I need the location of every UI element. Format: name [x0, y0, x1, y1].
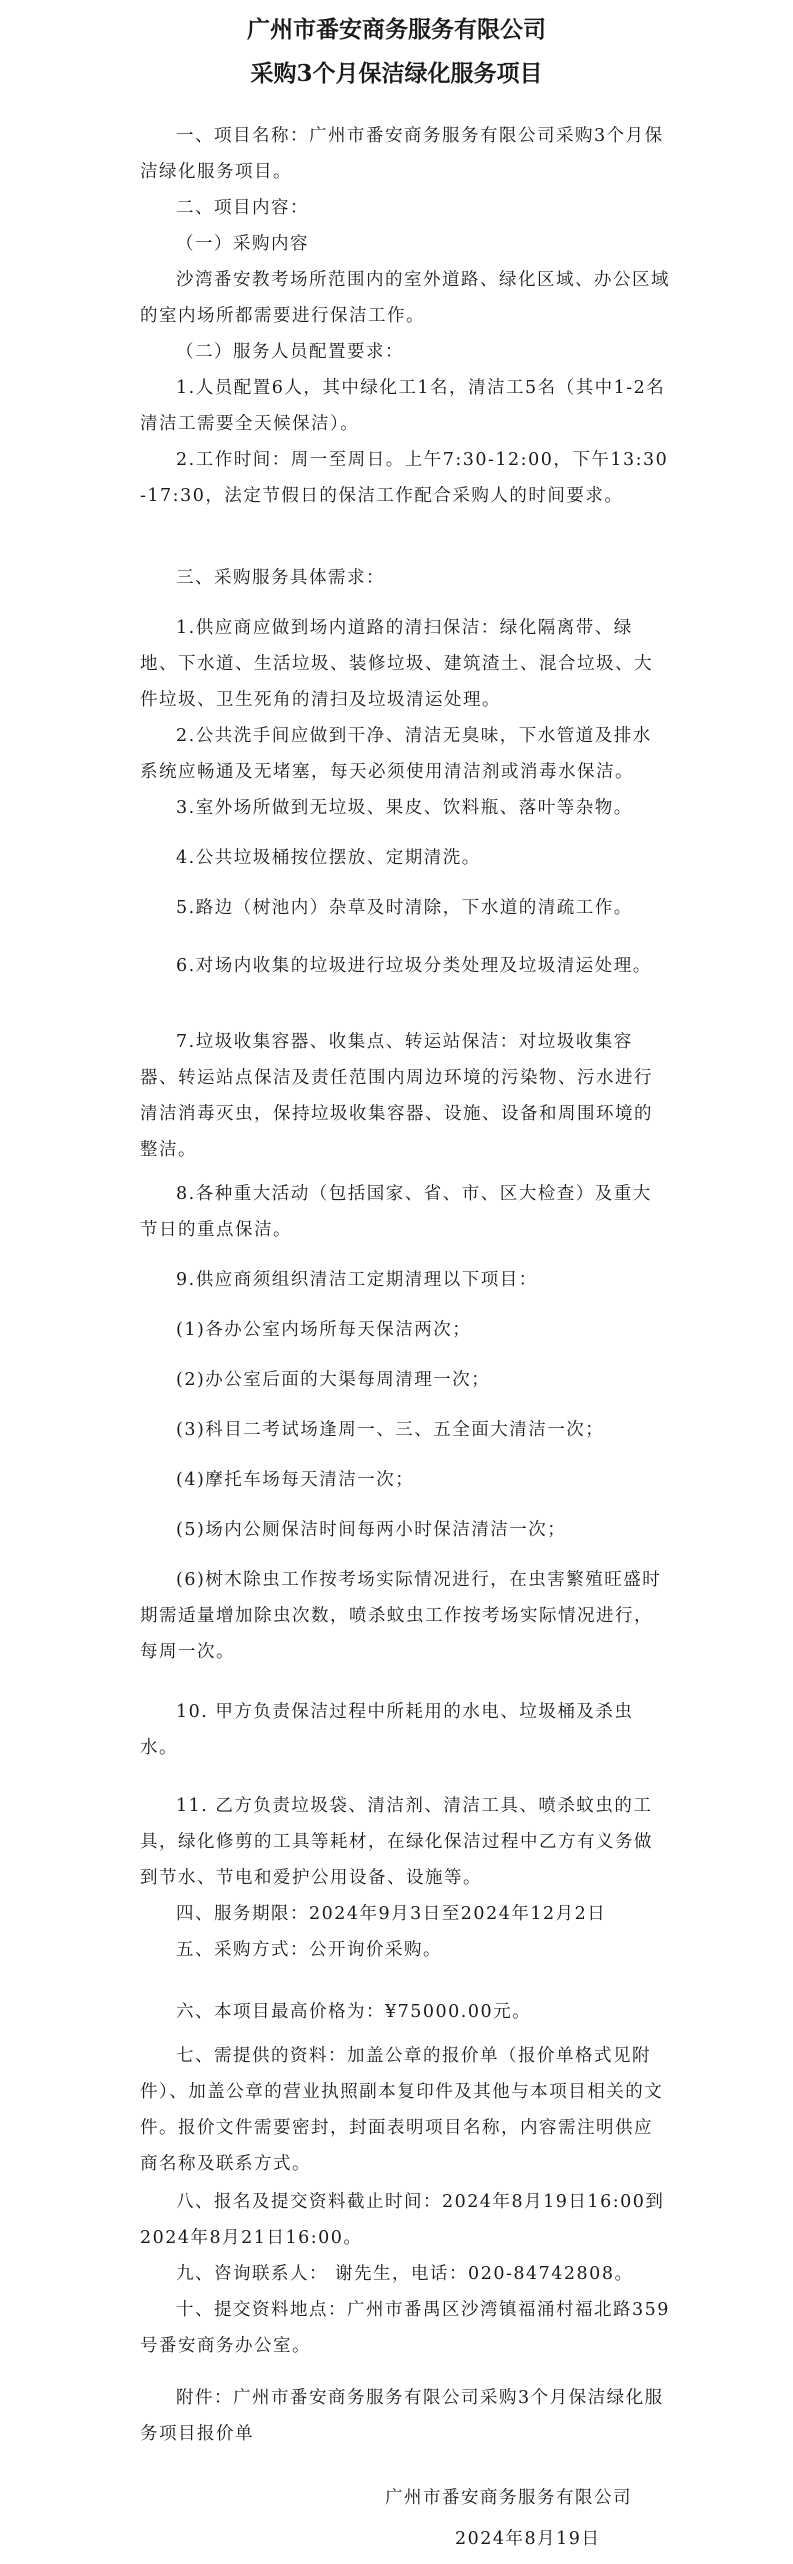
requirement-4: 4.公共垃圾桶按位摆放、定期清洗。 — [176, 848, 481, 868]
section-service-period: 四、服务期限：2024年9月3日至2024年12月2日 — [176, 1904, 607, 1924]
requirement-3: 3.室外场所做到无垃圾、果皮、饮料瓶、落叶等杂物。 — [176, 798, 633, 818]
requirement-9: 9.供应商须组织清洁工定期清理以下项目： — [176, 1270, 538, 1290]
requirement-8: 8.各种重大活动（包括国家、省、市、区大检查）及重大节日的重点保洁。 — [140, 1184, 652, 1240]
attachment-note: 附件：广州市番安商务服务有限公司采购3个月保洁绿化服务项目报价单 — [140, 2388, 664, 2444]
paragraph-scope: 沙湾番安教考场所范围内的室外道路、绿化区域、办公区域的室内场所都需要进行保洁工作。 — [140, 270, 670, 326]
requirement-7: 7.垃圾收集容器、收集点、转运站保洁：对垃圾收集容器、转运站点保洁及责任范围内周边环境的污染物、污水进行清洁消毒灭虫，保持垃圾收集容器、设施、设备和周围环境的整洁。 — [140, 1032, 653, 1160]
section-required-documents: 七、需提供的资料：加盖公章的报价单（报价单格式见附件）、加盖公章的营业执照副本复印件及其他与本项目相关的文件。报价文件需要密封，封面表明项目名称，内容需注明供应商名称及联系方式。 — [140, 2046, 664, 2174]
section-service-requirements-heading: 三、采购服务具体需求： — [176, 568, 385, 588]
requirement-5: 5.路边（树池内）杂草及时清除，下水道的清疏工作。 — [176, 898, 633, 918]
requirement-2: 2.公共洗手间应做到干净、清洁无臭味，下水管道及排水系统应畅通及无堵塞，每天必须使用清洁剂或消毒水保洁。 — [140, 726, 652, 782]
signature-date: 2024年8月19日 — [455, 2529, 601, 2549]
section-contact: 九、咨询联系人： 谢先生，电话：020-84742808。 — [176, 2264, 634, 2284]
section-project-name: 一、项目名称：广州市番安商务服务有限公司采购3个月保洁绿化服务项目。 — [140, 126, 664, 182]
requirement-9-item-6: (6)树木除虫工作按考场实际情况进行，在虫害繁殖旺盛时期需适量增加除虫次数，喷杀蚊虫工作按考场实际情况进行，每周一次。 — [140, 1570, 662, 1662]
requirement-11: 11. 乙方负责垃圾袋、清洁剂、清洁工具、喷杀蚊虫的工具，绿化修剪的工具等耗材，在绿化保洁过程中乙方有义务做到节水、节电和爱护公用设备、设施等。 — [140, 1796, 653, 1888]
section-deadline: 八、报名及提交资料截止时间：2024年8月19日16:00到2024年8月21日16:00。 — [140, 2192, 665, 2248]
section-max-price: 六、本项目最高价格为：¥75000.00元。 — [176, 2002, 532, 2022]
requirement-10: 10. 甲方负责保洁过程中所耗用的水电、垃圾桶及杀虫水。 — [140, 1702, 634, 1758]
subsection-procurement-content: （一）采购内容 — [176, 234, 309, 254]
paragraph-staffing: 1.人员配置6人，其中绿化工1名，清洁工5名（其中1-2名清洁工需要全天候保洁）。 — [140, 378, 666, 434]
requirement-9-item-1: (1)各办公室内场所每天保洁两次； — [176, 1320, 472, 1340]
requirement-9-item-4: (4)摩托车场每天清洁一次； — [176, 1470, 415, 1490]
section-submission-address: 十、提交资料地点：广州市番禺区沙湾镇福涌村福北路359号番安商务办公室。 — [140, 2300, 670, 2356]
section-project-content-heading: 二、项目内容： — [176, 198, 309, 218]
section-procurement-method: 五、采购方式：公开询价采购。 — [176, 1940, 442, 1960]
requirement-9-item-5: (5)场内公厕保洁时间每两小时保洁清洁一次； — [176, 1520, 567, 1540]
paragraph-work-hours: 2.工作时间：周一至周日。上午7:30-12:00，下午13:30-17:30，法定节假日的保洁工作配合采购人的时间要求。 — [140, 450, 669, 506]
requirement-6: 6.对场内收集的垃圾进行垃圾分类处理及垃圾清运处理。 — [176, 956, 652, 976]
document-title-line1: 广州市番安商务服务有限公司 — [247, 16, 546, 43]
document-title-line2: 采购3个月保洁绿化服务项目 — [250, 60, 543, 87]
requirement-1: 1.供应商应做到场内道路的清扫保洁：绿化隔离带、绿地、下水道、生活垃圾、装修垃圾、建筑渣土、混合垃圾、大件垃圾、卫生死角的清扫及垃圾清运处理。 — [140, 618, 653, 710]
signature-company: 广州市番安商务服务有限公司 — [385, 2488, 632, 2508]
subsection-staffing-heading: （二）服务人员配置要求： — [176, 342, 404, 362]
requirement-9-item-3: (3)科目二考试场逢周一、三、五全面大清洁一次； — [176, 1420, 605, 1440]
requirement-9-item-2: (2)办公室后面的大渠每周清理一次； — [176, 1370, 491, 1390]
